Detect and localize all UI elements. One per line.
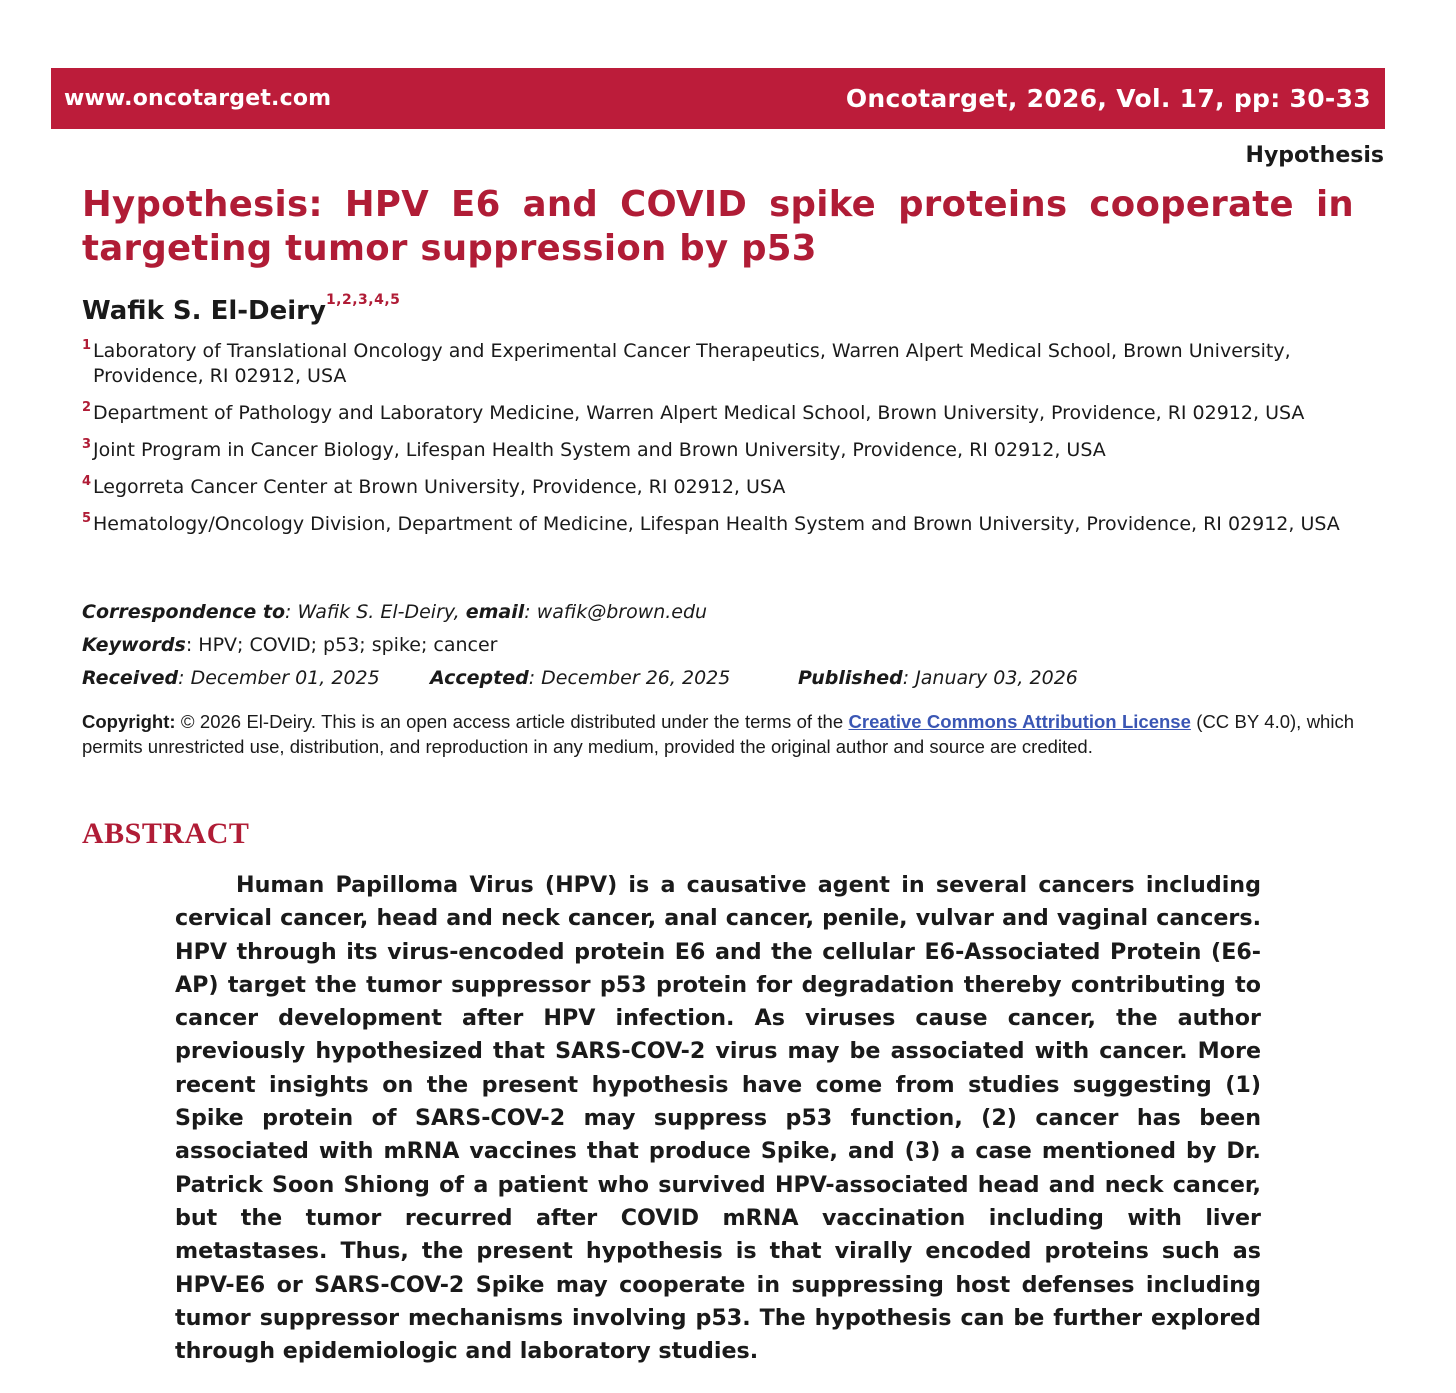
published-value: January 03, 2026 [915,667,1078,689]
affiliations-list [82,339,1357,549]
published-date: Published: January 03, 2026 [798,667,1078,689]
keywords-label: Keywords [82,634,186,656]
correspondence-email[interactable]: wafik@brown.edu [536,601,708,623]
copyright-label: Copyright: [82,711,176,732]
affiliation-text: Department of Pathology and Laboratory Medicine, Warren Alpert Medical School, Brown University, Providence, RI 02912, USA [93,401,1305,424]
article-title: Hypothesis: HPV E6 and COVID spike proteins cooperate in targeting tumor suppression by p53 [82,184,1354,269]
affiliation-item [82,339,1357,388]
affiliation-number: 5 [82,510,92,526]
affiliation-item [82,475,1357,500]
correspondence-name: Wafik S. El-Deiry, [297,601,460,623]
affiliation-item [82,512,1357,537]
received-date: Received: December 01, 2025 [82,667,380,689]
article-type-label: Hypothesis [1245,143,1384,168]
affiliation-text: Joint Program in Cancer Biology, Lifespan Health System and Brown University, Providence, RI 02912, USA [93,438,1106,461]
author-affiliation-marks: 1,2,3,4,5 [325,292,401,308]
author-name: Wafik S. El-Deiry [82,296,326,326]
received-value: December 01, 2025 [190,667,380,689]
affiliation-item [82,438,1357,463]
received-label: Received [82,667,179,689]
keywords-line: Keywords: HPV; COVID; p53; spike; cancer [82,634,498,656]
abstract-heading: ABSTRACT [82,817,250,850]
affiliation-number: 4 [82,473,92,489]
accepted-value: December 26, 2025 [541,667,731,689]
author-line [82,292,401,326]
affiliation-number: 2 [82,399,92,415]
affiliation-text: Legorreta Cancer Center at Brown University, Providence, RI 02912, USA [93,475,786,498]
copyright-text-after: (CC BY 4.0), which permits unrestricted use, distribution, and reproduction in any medium, provided the original author and source are credited. [82,711,1354,757]
affiliation-text: Laboratory of Translational Oncology and Experimental Cancer Therapeutics, Warren Alpert Medical School, Brown University, Providence, RI 02912, USA [93,340,1291,387]
accepted-date: Accepted: December 26, 2025 [430,667,731,689]
dates-line [82,667,1078,689]
journal-website[interactable]: www.oncotarget.com [64,86,332,111]
keywords-value: HPV; COVID; p53; spike; cancer [198,634,498,656]
affiliation-item [82,401,1357,426]
accepted-label: Accepted [430,667,529,689]
license-link[interactable]: Creative Commons Attribution License [848,711,1191,732]
affiliation-number: 3 [82,436,92,452]
affiliation-text: Hematology/Oncology Division, Department of Medicine, Lifespan Health System and Brown University, Providence, RI 02912, USA [93,512,1340,535]
copyright-statement [82,709,1354,759]
published-label: Published [798,667,903,689]
journal-banner [51,68,1385,129]
abstract-text: Human Papilloma Virus (HPV) is a causative agent in several cancers including cervical cancer, head and neck cancer, anal cancer, penile, vulvar and vaginal cancers. HPV through its virus-encoded protein E6 and the cellular E6-Associated Protein (E6-AP) target the tumor suppressor p53 protein for degradation thereby contributing to cancer development after HPV infection. As viruses cause cancer, the author previously hypothesized that SARS-COV-2 virus may be associated with cancer. More recent insights on the present hypothesis have come from studies suggesting (1) Spike protein of SARS-COV-2 may suppress p53 function, (2) cancer has been associated with mRNA vaccines that produce Spike, and (3) a case mentioned by Dr. Patrick Soon Shiong of a patient who survived HPV-associated head and neck cancer, but the tumor recurred after COVID mRNA vaccination including with liver metastases. Thus, the present hypothesis is that virally encoded proteins such as HPV-E6 or SARS-COV-2 Spike may cooperate in suppressing host defenses including tumor suppressor mechanisms involving p53. The hypothesis can be further explored through epidemiologic and laboratory studies. [175,872,1261,1365]
journal-citation: Oncotarget, 2026, Vol. 17, pp: 30-33 [845,84,1371,113]
email-label: email [465,601,525,623]
affiliation-number: 1 [82,338,92,353]
correspondence-line: Correspondence to: Wafik S. El-Deiry, email: wafik@brown.edu [82,601,708,623]
copyright-text-before: © 2026 El-Deiry. This is an open access article distributed under the terms of the [180,711,844,732]
correspondence-label: Correspondence to [82,601,286,623]
